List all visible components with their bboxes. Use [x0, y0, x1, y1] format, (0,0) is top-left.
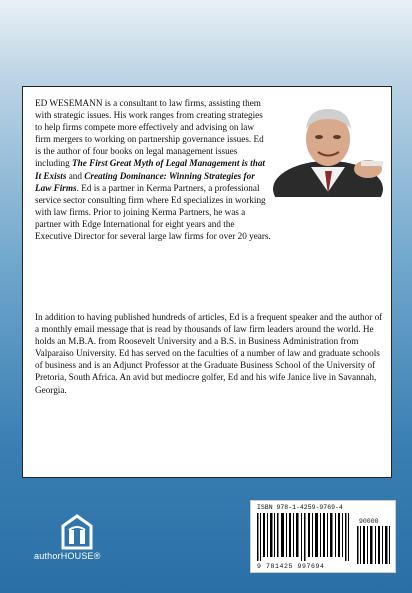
bio-paragraph-2	[35, 311, 385, 396]
bio-intro-text: ED WESEMANN is a consultant to law firms, assisting them with strategic issues. His work ranges from creating strategies to help firms compete more effectively and advising on law firm mergers to working on partnership governance issues. Ed is the author of four books on legal management issues including	[35, 98, 264, 169]
bio-paragraph-2-text: In addition to having published hundreds of articles, Ed is a frequent speaker and the author of a monthly email message that is read by thousands of law firm leaders around the world. He holds an M.B.A. from Roosevelt University and a B.S. in Business Administration from Valparaiso University. Ed has served on the faculties of a number of law and graduate schools of business and is an Adjunct Professor at the Graduate Business School of the University of Pretoria, South Africa. An avid but mediocre golfer, Ed and his wife Janice live in Savannah, Georgia.	[35, 312, 383, 395]
publisher-name: authorHOUSE®	[34, 551, 101, 561]
isbn-text: ISBN 978-1-4259-9769-4	[257, 504, 343, 511]
barcode-digits: 9 781425 997694	[257, 563, 325, 570]
barcode-icon	[257, 513, 353, 561]
author-photo	[273, 97, 391, 197]
authorhouse-logo-icon	[42, 512, 112, 552]
bio-and-text: and	[66, 170, 85, 181]
barcode-box	[250, 500, 396, 573]
bio-paragraph-1-rest: . Ed is a partner in Kerma Partners, a professional service sector consulting firm where Ed specializes in working with law firms. Prior to joining Kerma Partners, he was a partner with Edge International for eight years and the Executive Director for several large law firms for over 20 years.	[35, 182, 271, 242]
bio-panel	[22, 86, 392, 478]
bio-paragraph-1-top	[35, 97, 271, 242]
book-title-1: The First Great Myth of Legal Management is that It Exists	[35, 158, 265, 181]
price-code: 90000	[359, 518, 379, 525]
book-title-2: Creating Dominance: Winning Strategies for Law Firms	[35, 170, 255, 193]
price-barcode-icon	[357, 526, 391, 564]
